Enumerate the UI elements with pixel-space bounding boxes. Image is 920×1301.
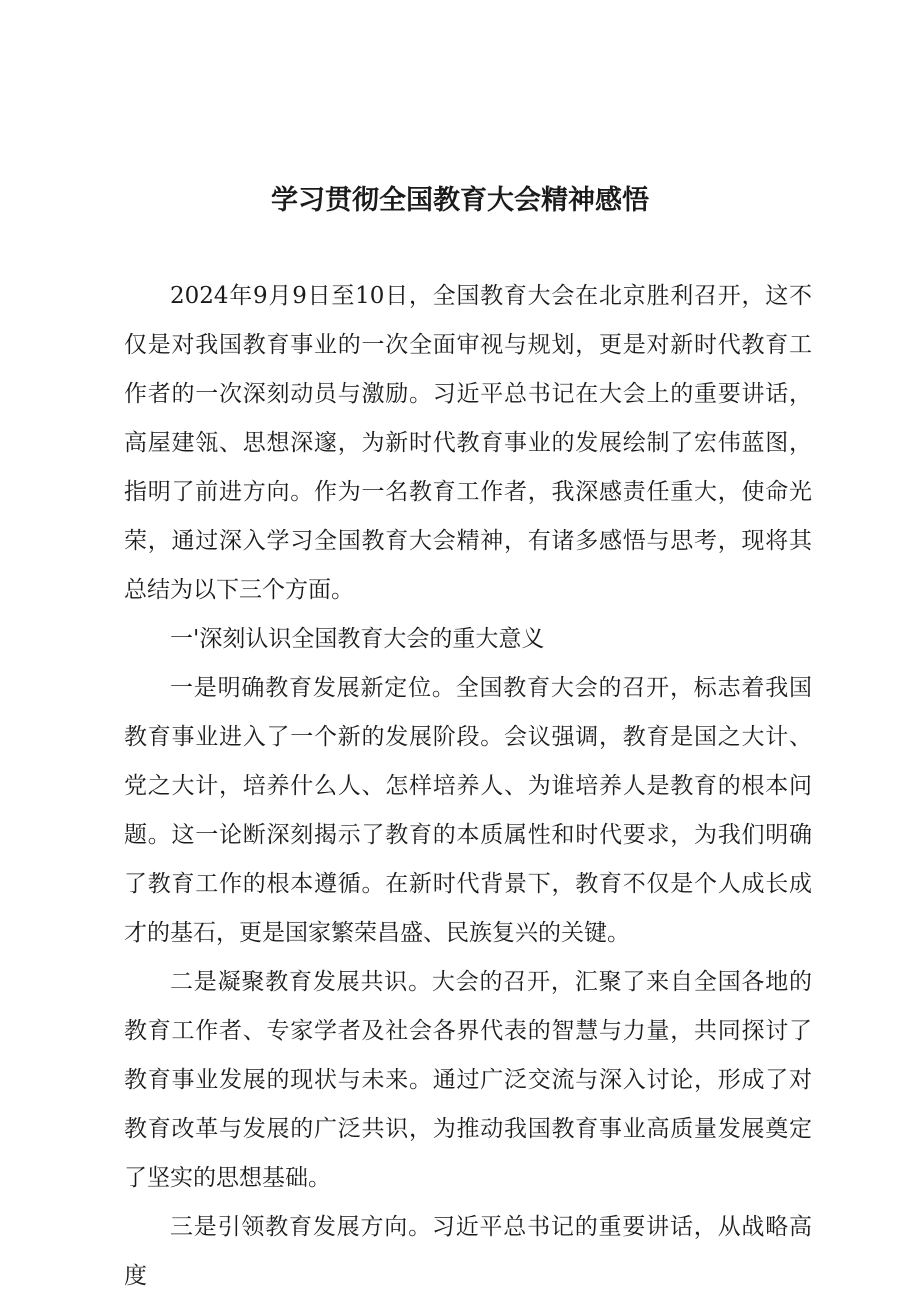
point-3-paragraph: 三是引领教育发展方向。习近平总书记的重要讲话，从战略高度 bbox=[124, 1214, 812, 1289]
section-heading-1: 一'深刻认识全国教育大会的重大意义 bbox=[170, 626, 545, 652]
intro-paragraph: 2024年9月9日至10日，全国教育大会在北京胜利召开，这不仅是对我国教育事业的一次全面审视与规划，更是对新时代教育工作者的一次深刻动员与激励。习近平总书记在大会上的重要讲话，高屋建瓴、思想深邃，为新时代教育事业的发展绘制了宏伟蓝图，指明了前进方向。作为一名教育工作者，我深感责任重大，使命光荣，通过深入学习全国教育大会精神，有诸多感悟与思考，现将其总结为以下三个方面。 bbox=[124, 283, 812, 603]
document-title: 学习贯彻全国教育大会精神感悟 bbox=[271, 185, 649, 216]
point-2-paragraph: 二是凝聚教育发展共识。大会的召开，汇聚了来自全国各地的教育工作者、专家学者及社会各界代表的智慧与力量，共同探讨了教育事业发展的现状与未来。通过广泛交流与深入讨论，形成了对教育改革与发展的广泛共识，为推动我国教育事业高质量发展奠定了坚实的思想基础。 bbox=[124, 969, 812, 1191]
document-body bbox=[124, 272, 812, 1301]
point-1-paragraph: 一是明确教育发展新定位。全国教育大会的召开，标志着我国教育事业进入了一个新的发展阶段。会议强调，教育是国之大计、党之大计，培养什么人、怎样培养人、为谁培养人是教育的根本问题。这一论断深刻揭示了教育的本质属性和时代要求，为我们明确了教育工作的根本遵循。在新时代背景下，教育不仅是个人成长成才的基石，更是国家繁荣昌盛、民族复兴的关键。 bbox=[124, 675, 812, 946]
